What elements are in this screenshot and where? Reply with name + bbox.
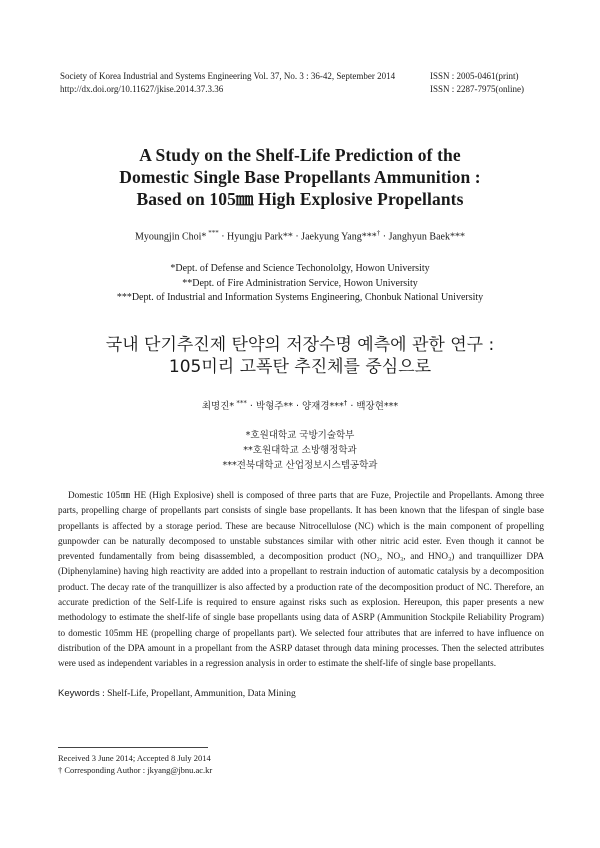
title-en-line-3: Based on 105㎜ High Explosive Propellants [136,189,464,209]
abstract-text: Domestic 105㎜ HE (High Explosive) shell is composed of three parts that are Fuze, Projectile and Propellants. Among three parts, propelling charge of propellants part consists of single base propellants. It has been known that the lifespan of single base propellants is affected by a storage period. These are because Nitrocellulose (NC) which is the main component of propelling gunpowder can be naturally decomposed to unstable substances similar with other nitric acid ester. Even though it cannot be prevented fundamentally from being disassembled, a decomposition product (NO₂, NO₃, and HNO₃) and tranquillizer DPA (Diphenylamine) having high reactivity are added into a propellant to restrain induction of automatic catalysis by a decomposition product. The decay rate of the tranquillizer is also affected by a production rate of the decomposition product of NC. Therefore, an accurate prediction of the Self-Life is required to ensure against risks such as explosion. Hereupon, this paper presents a new methodology to estimate the shelf-life of single base propellants using data of ASRP (Ammunition Stockpile Reliability Program) to domestic 105mm HE (propelling charge of propellants part). We selected four attributes that are inferred to have influence on distribution of the DPA amount in a propellant from the ASRP dataset through data mining processes. Then the selected attributes were used as independent variables in a regression analysis in order to estimate the shelf-life of single base propellants. [58,490,544,669]
keywords-label: Keywords [58,688,100,699]
keywords-text: : Shelf-Life, Propellant, Ammunition, Data Mining [99,689,296,699]
author-list: · Hyungju Park** · Jaekyung Yang*** [218,231,377,243]
corresponding-mark-ko: † [343,398,348,407]
paper-title-korean [40,334,560,378]
affiliation-ko-1: *호원대학교 국방기술학부 [245,430,355,441]
title-en-line-2: Domestic Single Base Propellants Ammunition : [119,167,481,187]
author-ko-list: · 박형주** · 양재경*** [246,401,344,412]
author-1-sup: *** [206,229,219,237]
author-ko-1: 최명진* [201,401,235,412]
title-en-line-1: A Study on the Shelf-Life Prediction of the [139,145,461,165]
authors-english [0,229,600,242]
affiliation-ko-3: ***전북대학교 산업정보시스템공학과 [222,460,378,471]
paper-title-english [40,144,560,210]
affiliation-en-1: *Dept. of Defense and Science Techonololgy, Howon University [170,263,430,274]
journal-citation: Society of Korea Industrial and Systems Engineering Vol. 37, No. 3 : 36-42, September 2014 [60,71,396,81]
affiliations-korean [0,428,600,473]
title-ko-line-1: 국내 단기추진제 탄약의 저장수명 예측에 관한 연구 : [105,335,495,355]
footnote-divider [58,747,208,748]
author-1: Myoungjin Choi* [135,231,207,243]
title-ko-line-2: 105미리 고폭탄 추진체를 중심으로 [168,357,432,377]
author-ko-1-sup: *** [234,398,247,407]
affiliation-en-3: ***Dept. of Industrial and Information Systems Engineering, Chonbuk National University [116,292,484,303]
author-last: · Janghyun Baek*** [380,231,465,243]
corresponding-mark: † [376,229,381,237]
affiliations-english [0,262,600,306]
issn-online: ISSN : 2287-7975(online) [430,84,524,94]
issn-print: ISSN : 2005-0461(print) [430,71,519,81]
journal-header [60,70,545,96]
authors-korean [0,398,600,412]
author-ko-last: · 백장현*** [347,401,399,412]
received-date: Received 3 June 2014; Accepted 8 July 2014 [58,753,211,763]
affiliation-ko-2: **호원대학교 소방행정학과 [243,445,357,456]
affiliation-en-2: **Dept. of Fire Administration Service, Howon University [182,277,418,289]
corresponding-author: † Corresponding Author : jkyang@jbnu.ac.kr [58,765,213,775]
doi-link[interactable]: http://dx.doi.org/10.11627/jkise.2014.37.3.36 [60,84,224,94]
footnotes [58,752,458,776]
keywords [58,688,544,699]
abstract [58,488,544,672]
